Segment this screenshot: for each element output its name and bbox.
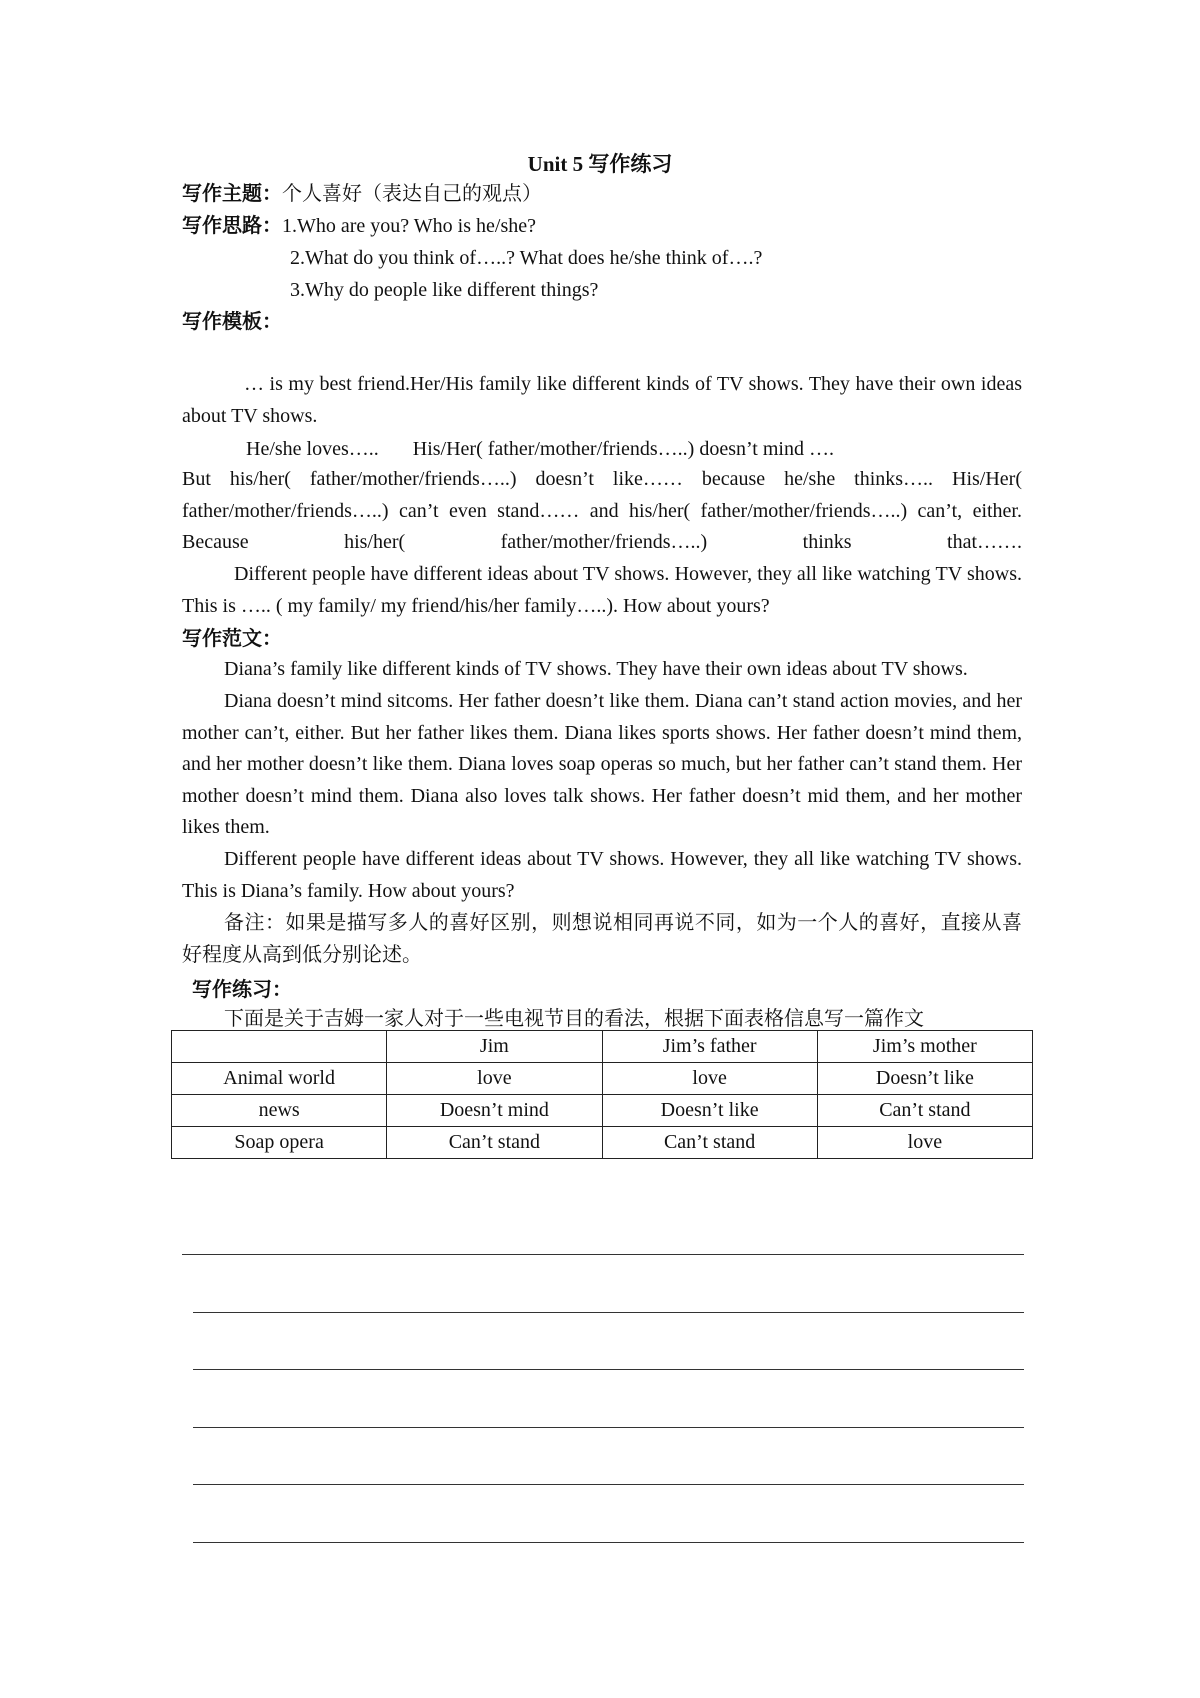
sample-note: 备注：如果是描写多人的喜好区别，则想说相同再说不同，如为一个人的喜好，直接从喜好程度从高到低分别论述。 — [182, 910, 1022, 966]
idea-item-1: 1.Who are you? Who is he/she? — [282, 215, 536, 237]
ideas-label: 写作思路： — [182, 215, 282, 237]
page-title: Unit 5 写作练习 — [527, 152, 673, 176]
preferences-table — [171, 1030, 1033, 1159]
table-cell: Doesn’t like — [817, 1063, 1032, 1095]
table-cell: news — [172, 1095, 387, 1127]
table-cell: Can’t stand — [817, 1095, 1032, 1127]
table-row — [172, 1127, 1033, 1159]
template-label: 写作模板： — [182, 311, 282, 333]
writing-line[interactable] — [182, 1254, 1024, 1255]
table-cell: love — [602, 1063, 817, 1095]
table-cell: Animal world — [172, 1063, 387, 1095]
idea-item-2: 2.What do you think of…..? What does he/she think of….? — [290, 247, 763, 269]
idea-item-3: 3.Why do people like different things? — [290, 279, 599, 301]
table-header-row — [172, 1031, 1033, 1063]
table-cell: Can’t stand — [602, 1127, 817, 1159]
table-cell: Can’t stand — [387, 1127, 602, 1159]
theme-line — [182, 182, 542, 206]
table-header-cell: Jim — [387, 1031, 602, 1063]
table-cell: Doesn’t like — [602, 1095, 817, 1127]
table-header-cell — [172, 1031, 387, 1063]
table-header-cell: Jim’s father — [602, 1031, 817, 1063]
writing-line[interactable] — [193, 1484, 1024, 1485]
template-p3-text: But his/her( father/mother/friends…..) doesn’t like…… because he/she thinks….. His/Her( father/mother/friends…..) can’t even stand…… and his/her( father/mother/friends…..) can’t, either. Because his/her( father/mother/friends…..) thinks that……. — [182, 468, 1022, 554]
template-paragraph-2 — [246, 437, 834, 461]
table-row — [172, 1063, 1033, 1095]
theme-text: 个人喜好（表达自己的观点） — [282, 183, 542, 205]
template-paragraph-3 — [182, 464, 1022, 559]
writing-line[interactable] — [193, 1542, 1024, 1543]
table-cell: Doesn’t mind — [387, 1095, 602, 1127]
theme-label: 写作主题： — [182, 183, 282, 205]
sample-label: 写作范文： — [182, 628, 282, 650]
table-row — [172, 1095, 1033, 1127]
writing-line[interactable] — [193, 1369, 1024, 1370]
writing-line[interactable] — [193, 1427, 1024, 1428]
sample-paragraph-3: Different people have different ideas about TV shows. However, they all like watching TV shows. This is Diana’s family. How about yours? — [182, 848, 1022, 902]
template-paragraph-4: Different people have different ideas about TV shows. However, they all like watching TV shows. This is ….. ( my family/ my friend/his/her family…..). How about yours? — [182, 563, 1022, 617]
practice-label: 写作练习： — [192, 979, 292, 1001]
ideas-line — [182, 214, 536, 238]
template-p2-a: He/she loves….. — [246, 438, 379, 460]
sample-paragraph-2: Diana doesn’t mind sitcoms. Her father doesn’t like them. Diana can’t stand action movies, and her mother can’t, either. But her father likes them. Diana likes sports shows. Her father doesn’t mind them, and her mother doesn’t like them. Diana loves soap operas so much, but her father can’t stand them. Her mother doesn’t mind them. Diana also loves talk shows. Her father doesn’t mid them, and her mother likes them. — [182, 690, 1022, 839]
template-paragraph-1: … is my best friend.Her/His family like different kinds of TV shows. They have their own ideas about TV shows. — [182, 373, 1022, 427]
table-cell: love — [387, 1063, 602, 1095]
sample-paragraph-1: Diana’s family like different kinds of TV shows. They have their own ideas about TV shows. — [224, 658, 968, 680]
practice-instruction: 下面是关于吉姆一家人对于一些电视节目的看法，根据下面表格信息写一篇作文 — [224, 1006, 924, 1030]
table-cell: Soap opera — [172, 1127, 387, 1159]
writing-line[interactable] — [193, 1312, 1024, 1313]
table-header-cell: Jim’s mother — [817, 1031, 1032, 1063]
table-cell: love — [817, 1127, 1032, 1159]
template-p2-b: His/Her( father/mother/friends…..) doesn’t mind …. — [412, 438, 834, 460]
